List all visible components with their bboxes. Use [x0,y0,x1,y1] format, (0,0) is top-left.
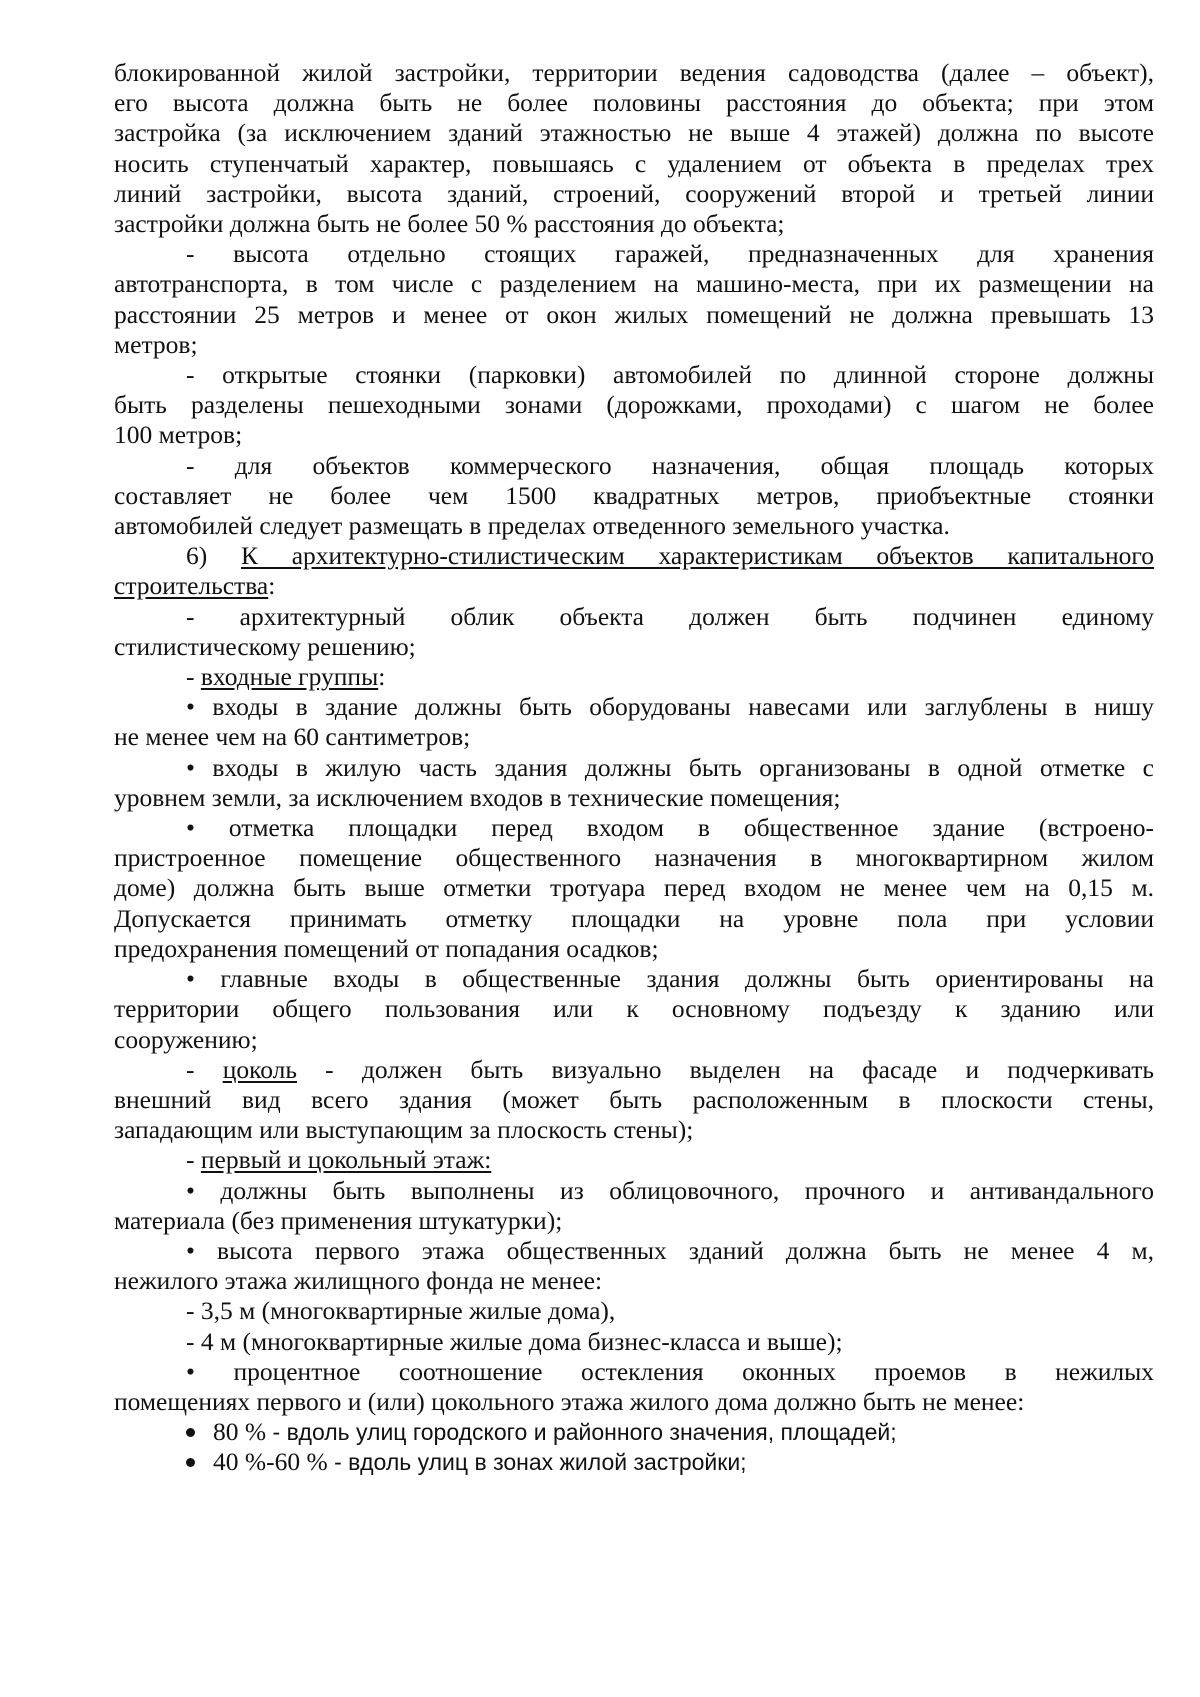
text-line: не менее чем на 60 сантиметров; [114,722,471,752]
paragraph-garages [114,239,1154,360]
text-line: расстоянии 25 метров и менее от окон жилых помещений не должна превышать 13 [114,299,1154,329]
text-line: метров; [114,329,198,359]
section-title-cont: строительства [114,571,269,601]
bullet-item [114,692,1154,752]
bullet-item [114,964,1154,1055]
text-line: нежилого этажа жилищного фонда не менее: [114,1266,603,1296]
section-number: 6) [186,541,208,571]
text-line: стилистическому решению; [114,631,416,661]
colon: : [378,662,386,692]
text-line: застройки должна быть не более 50 % расстояния до объекта; [114,209,785,239]
text-line: уровнем земли, за исключением входов в технические помещения; [114,782,841,812]
text-line: - архитектурный облик объекта должен быть подчинен единому [186,601,1154,631]
paragraph-architectural-look [114,602,1154,662]
bullet-item [114,753,1154,813]
section-6-line [114,541,1154,571]
text-line: материала (без применения штукатурки); [114,1205,563,1235]
text-line: • высота первого этажа общественных зданий должна быть не менее 4 м, [186,1235,1154,1265]
text-line: автомобилей следует размещать в пределах отведенного земельного участка. [114,511,950,541]
dash: - [186,1145,195,1175]
text-line: • отметка площадки перед входом в общественное здание (встроено- [186,813,1154,843]
paragraph-parking [114,360,1154,451]
text-line: линий застройки, высота зданий, строений, сооружений второй и третьей линии [114,178,1154,208]
plinth-text: - должен быть визуально выделен на фасаде и подчеркивать [325,1054,1154,1084]
text-line: внешний вид всего здания (может быть расположенным в плоскости стены, [114,1084,1154,1114]
text-line: 100 метров; [114,420,243,450]
text-line: предохранения помещений от попадания осадков; [114,933,659,963]
list-value: 40 %-60 % [213,1447,328,1477]
text-line: носить ступенчатый характер, повышаясь с удалением от объекта в пределах трех [114,148,1154,178]
entry-groups-label: входные группы [200,662,379,692]
bullet-item [114,1236,1154,1296]
paragraph-plinth [114,1055,1154,1146]
bullet-icon [186,1458,195,1467]
document-page [114,58,1154,1478]
text-line: • должны быть выполнены из облицовочного, прочного и антивандального [186,1175,1154,1205]
list-item [114,1417,1154,1447]
text-line: • входы в здание должны быть оборудованы навесами или заглублены в нишу [186,692,1154,722]
section-6-line [114,571,1154,601]
text-line: автотранспорта, в том числе с разделением на машино-места, при их размещении на [114,269,1154,299]
bullet-item [114,1357,1154,1417]
text-line: • главные входы в общественные здания должны быть ориентированы на [186,964,1154,994]
floors-heading [114,1145,1154,1175]
list-text: - вдоль улиц в зонах жилой застройки; [327,1449,747,1476]
paragraph-commercial [114,451,1154,542]
list-text: - вдоль улиц городского и районного значения, площадей; [266,1419,897,1446]
dash: - [186,1054,195,1084]
bullet-item [114,1176,1154,1236]
paragraph-building-height [114,58,1154,239]
section-colon: : [268,571,276,601]
list-value: 80 % [213,1417,267,1447]
text-line: составляет не более чем 1500 квадратных метров, приобъектные стоянки [114,480,1154,510]
floors-label: первый и цокольный этаж: [200,1145,492,1175]
bullet-icon [186,1428,195,1437]
text-line: доме) должна быть выше отметки тротуара перед входом не менее чем на 0,15 м. [114,873,1154,903]
text-line: пристроенное помещение общественного назначения в многоквартирном жилом [114,843,1154,873]
plinth-label: цоколь [222,1054,297,1084]
text-line: • входы в жилую часть здания должны быть организованы в одной отметке с [186,752,1154,782]
bullet-item [114,813,1154,964]
text-line: Допускается принимать отметку площадки на уровне пола при условии [114,903,1154,933]
text-line: - открытые стоянки (парковки) автомобилей по длинной стороне должны [186,360,1154,390]
text-line: быть разделены пешеходными зонами (дорожками, проходами) с шагом не более [114,390,1154,420]
entry-groups-heading [114,662,1154,692]
text-line: западающим или выступающим за плоскость стены); [114,1115,694,1145]
sub-item: - 4 м (многоквартирные жилые дома бизнес-класса и выше); [186,1326,843,1356]
text-line: помещениях первого и (или) цокольного этажа жилого дома должно быть не менее: [114,1386,1025,1416]
text-line: территории общего пользования или к основному подъезду к зданию или [114,994,1154,1024]
text-line: • процентное соотношение остекления оконных проемов в нежилых [186,1356,1154,1386]
dash: - [186,662,195,692]
sub-item: - 3,5 м (многоквартирные жилые дома), [186,1296,616,1326]
section-title: К архитектурно-стилистическим характеристикам объектов капитального [240,541,1154,571]
list-item [114,1447,1154,1477]
text-line: блокированной жилой застройки, территории ведения садоводства (далее – объект), [114,58,1154,87]
text-line [114,1055,1154,1085]
section-6-heading [114,541,1154,601]
text-line: застройка (за исключением зданий этажностью не выше 4 этажей) должна по высоте [114,118,1154,148]
text-line: сооружению; [114,1024,258,1054]
text-line: - высота отдельно стоящих гаражей, предназначенных для хранения [186,239,1154,269]
text-line: его высота должна быть не более половины расстояния до объекта; при этом [114,88,1154,118]
text-line: - для объектов коммерческого назначения, общая площадь которых [186,450,1154,480]
